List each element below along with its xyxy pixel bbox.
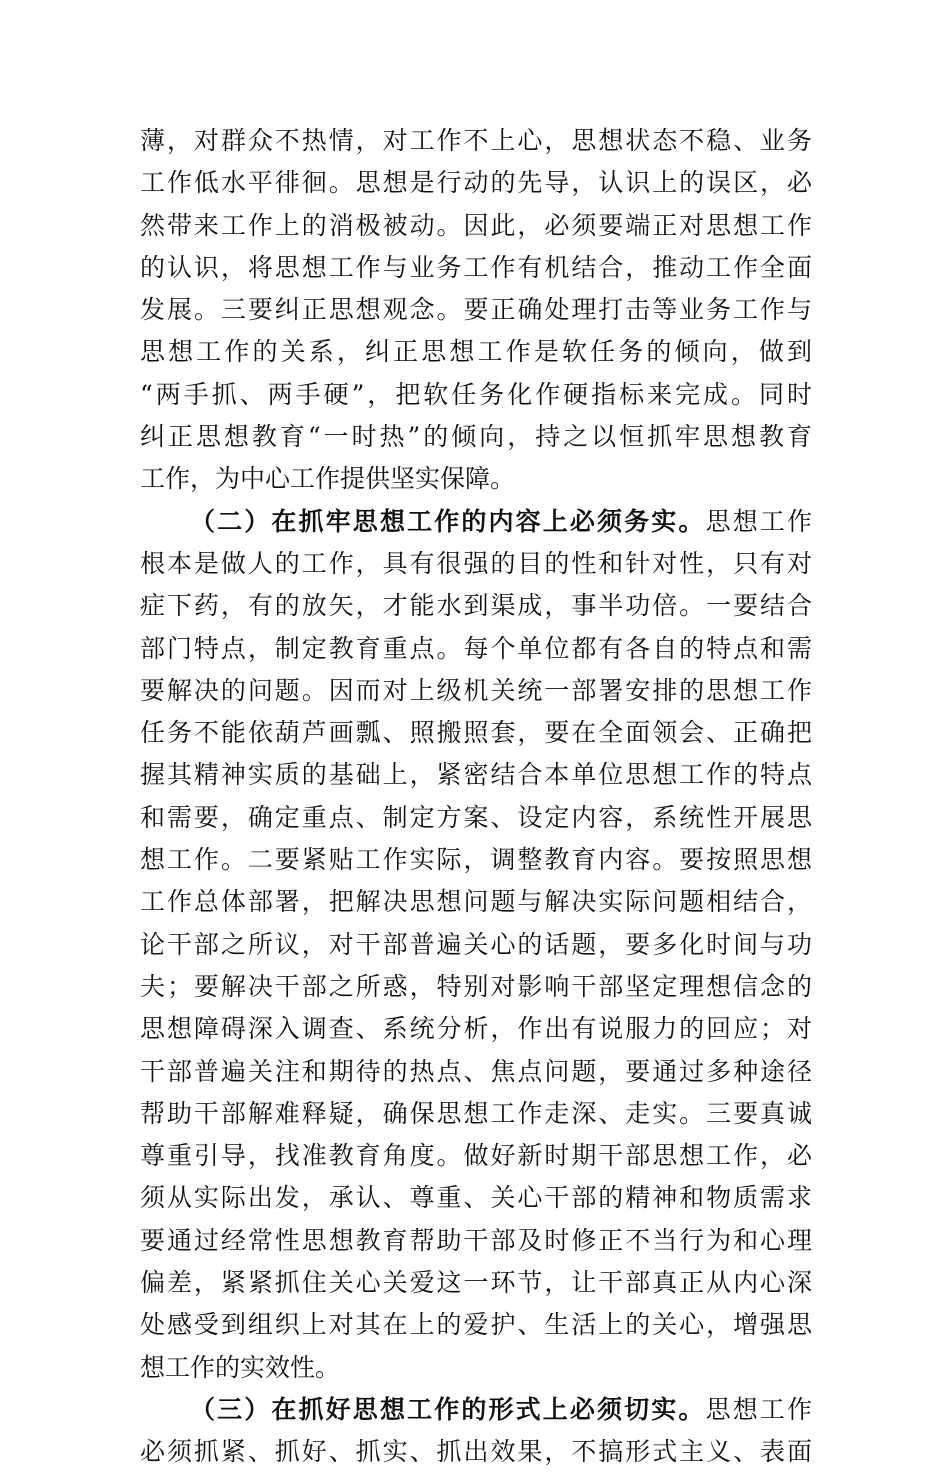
text-line: 夫；要解决干部之所惑，特别对影响干部坚定理想信念的 [140, 971, 812, 1001]
section-heading: （二）在抓牢思想工作的内容上必须务实。 [190, 506, 706, 536]
text-line: 处感受到组织上对其在上的爱护、生活上的关心，增强思 [140, 1310, 812, 1340]
paragraph-first-line [140, 501, 812, 543]
text-line: 根本是做人的工作，具有很强的目的性和针对性，只有对 [140, 548, 812, 578]
text-line: 任务不能依葫芦画瓢、照搬照套，要在全面领会、正确把 [140, 718, 812, 748]
text-line: 纠正思想教育“一时热”的倾向，持之以恒抓牢思想教育 [140, 422, 812, 452]
heading-rest-text: 思想工作 [705, 506, 812, 536]
paragraph-1 [140, 120, 812, 501]
text-line: 要解决的问题。因而对上级机关统一部署安排的思想工作 [140, 675, 812, 705]
text-line: “两手抓、两手硬”，把软任务化作硬指标来完成。同时 [140, 379, 812, 409]
text-line: 工作低水平徘徊。思想是行动的先导，认识上的误区，必 [140, 168, 812, 198]
document-body [140, 120, 812, 1474]
text-line: 尊重引导，找准教育角度。做好新时期干部思想工作，必 [140, 1141, 812, 1171]
text-line: 帮助干部解难释疑，确保思想工作走深、走实。三要真诚 [140, 1098, 812, 1128]
text-line: 握其精神实质的基础上，紧密结合本单位思想工作的特点 [140, 760, 812, 790]
text-line: 想工作。二要紧贴工作实际，调整教育内容。要按照思想 [140, 845, 812, 875]
text-line: 须从实际出发，承认、尊重、关心干部的精神和物质需求 [140, 1183, 812, 1213]
text-line: 工作，为中心工作提供坚实保障。 [140, 464, 516, 494]
text-line: 工作总体部署，把解决思想问题与解决实际问题相结合， [140, 887, 812, 917]
text-line: 必须抓紧、抓好、抓实、抓出效果，不搞形式主义、表面 [140, 1437, 812, 1467]
text-line: 和需要，确定重点、制定方案、设定内容，系统性开展思 [140, 802, 812, 832]
paragraph-3 [140, 1389, 812, 1474]
text-line: 的认识，将思想工作与业务工作有机结合，推动工作全面 [140, 252, 812, 282]
text-line: 思想工作的关系，纠正思想工作是软任务的倾向，做到 [140, 337, 812, 367]
text-line: 想工作的实效性。 [140, 1352, 341, 1382]
text-line: 部门特点，制定教育重点。每个单位都有各自的特点和需 [140, 633, 812, 663]
text-line: 思想障碍深入调查、系统分析，作出有说服力的回应；对 [140, 1014, 812, 1044]
text-line: 然带来工作上的消极被动。因此，必须要端正对思想工作 [140, 210, 812, 240]
text-line: 发展。三要纠正思想观念。要正确处理打击等业务工作与 [140, 295, 812, 325]
paragraph-2 [140, 501, 812, 1389]
text-line: 症下药，有的放矢，才能水到渠成，事半功倍。一要结合 [140, 591, 812, 621]
text-line: 薄，对群众不热情，对工作不上心，思想状态不稳、业务 [140, 126, 812, 155]
text-line: 偏差，紧紧抓住关心关爱这一环节，让干部真正从内心深 [140, 1268, 812, 1298]
paragraph-first-line [140, 1389, 812, 1431]
text-line: 要通过经常性思想教育帮助干部及时修正不当行为和心理 [140, 1225, 812, 1255]
text-line: 干部普遍关注和期待的热点、焦点问题，要通过多种途径 [140, 1056, 812, 1086]
section-heading: （三）在抓好思想工作的形式上必须切实。 [190, 1394, 706, 1424]
heading-rest-text: 思想工作 [705, 1394, 812, 1424]
text-line: 论干部之所议，对干部普遍关心的话题，要多化时间与功 [140, 929, 812, 959]
